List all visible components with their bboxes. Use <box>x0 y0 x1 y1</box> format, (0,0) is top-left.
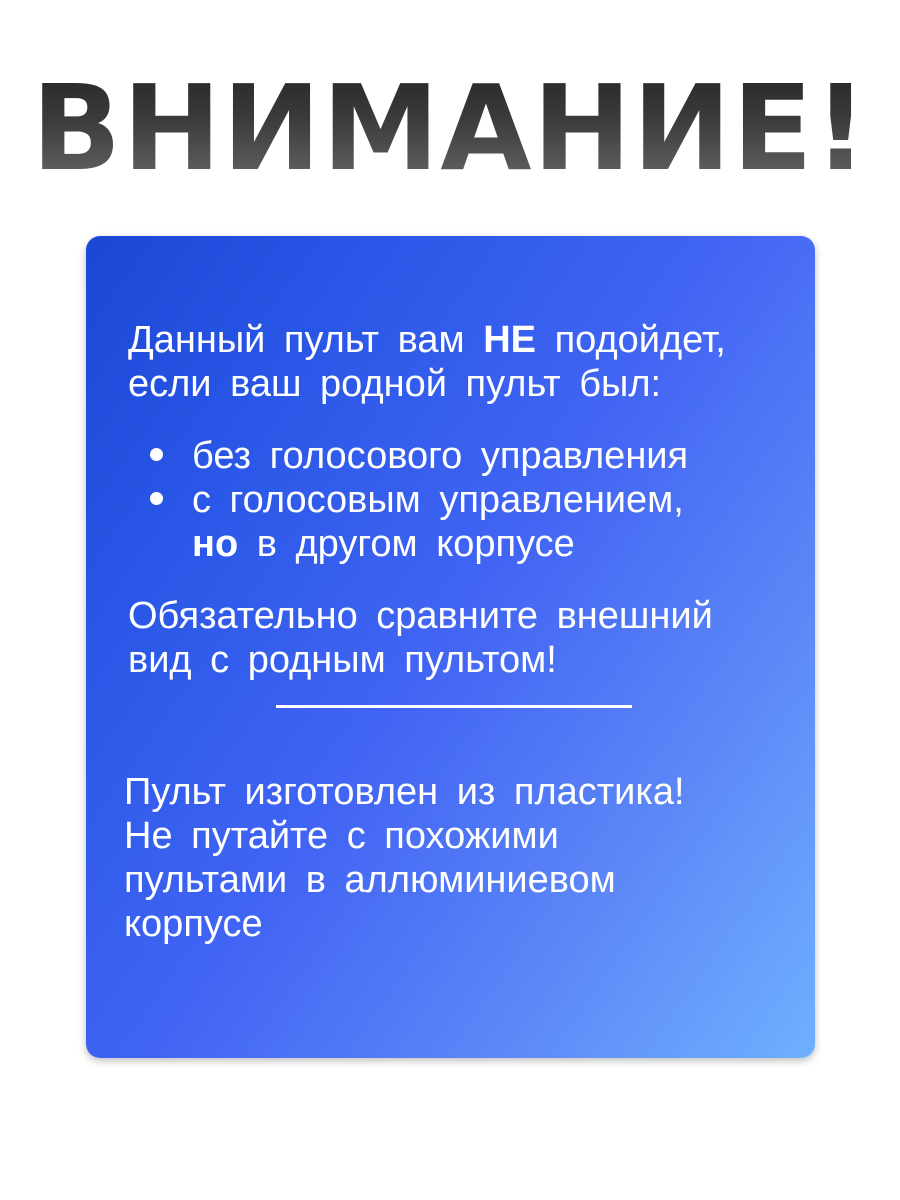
compatibility-intro <box>128 318 726 406</box>
but-emphasis: но <box>192 523 239 565</box>
intro-line-1-start: Данный пульт вам <box>128 319 484 361</box>
list-item-text: с голосовым управлением, <box>192 479 684 521</box>
list-item-continuation <box>192 522 688 566</box>
list-item-text: без голосового управления <box>192 435 689 477</box>
material-line-2: Не путайте с похожими <box>124 815 559 857</box>
section-divider <box>276 705 632 708</box>
advice-line-1: Обязательно сравните внешний <box>128 595 713 637</box>
list-item <box>150 478 688 566</box>
material-line-4: корпусе <box>124 903 263 945</box>
intro-line-1 <box>128 318 726 362</box>
incompatible-list <box>150 434 688 566</box>
material-note <box>124 770 685 946</box>
bullet-icon <box>150 448 163 461</box>
bullet-icon <box>150 492 163 505</box>
intro-line-2: если ваш родной пульт был: <box>128 363 662 405</box>
intro-not-emphasis: НЕ <box>483 319 537 361</box>
list-item-continuation-text: в другом корпусе <box>238 523 575 565</box>
advice-line-2: вид с родным пультом! <box>128 639 557 681</box>
info-card <box>86 236 815 1058</box>
warning-headline: ВНИМАНИЕ! <box>0 58 900 198</box>
material-line-1: Пульт изготовлен из пластика! <box>124 771 685 813</box>
list-item <box>150 434 688 478</box>
material-line-3: пультами в аллюминиевом <box>124 859 616 901</box>
intro-line-1-end: подойдет, <box>536 319 726 361</box>
compare-advice <box>128 594 713 682</box>
